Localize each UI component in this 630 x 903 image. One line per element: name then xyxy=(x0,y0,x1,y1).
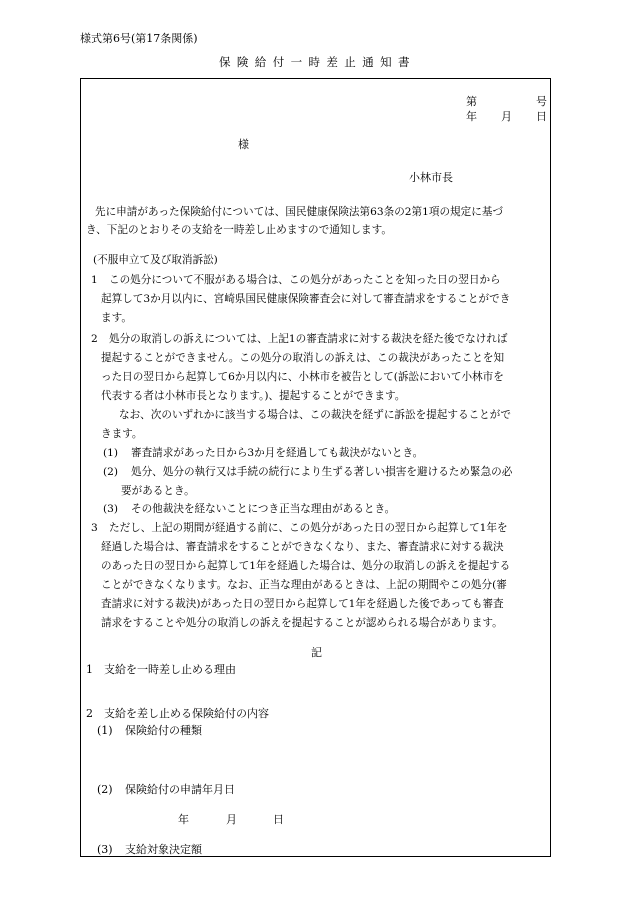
item2-line: 処分の取消しの訴えについては、上記1の審査請求に対する裁決を経た後でなければ xyxy=(109,333,508,345)
item2-line: なお、次のいずれかに該当する場合は、この裁決を経ずに訴訟を提起することがで xyxy=(119,409,511,421)
sub2-date-day: 日 xyxy=(273,813,284,826)
sub2-date-month: 月 xyxy=(226,813,237,826)
item3-line: 請求をすることや処分の取消しの訴えを提起することが認められる場合があります。 xyxy=(101,617,503,629)
item2-line: った日の翌日から起算して6か月以内に、小林市を被告として(訴訟において小林市を xyxy=(101,371,504,383)
form-label: 様式第6号(第17条関係) xyxy=(80,32,198,45)
item2-line: 代表する者は小林市長となります。)、提起することができます。 xyxy=(101,390,406,402)
section2-sub2-number: (2) xyxy=(97,783,113,796)
item3-line: 査請求に対する裁決)があった日の翌日から起算して1年を経過した後であっても審査 xyxy=(101,598,504,610)
sub3-line: その他裁決を経ないことにつき正当な理由があるとき。 xyxy=(131,503,396,515)
section2-sub1-label: 保険給付の種類 xyxy=(125,724,202,737)
section2-label: 支給を差し止める保険給付の内容 xyxy=(104,707,269,720)
appeal-heading: (不服申立て及び取消訴訟) xyxy=(93,254,218,266)
document-title: 保険給付一時差止通知書 xyxy=(219,55,416,69)
sub1-line: 審査請求があった日から3か月を経過しても裁決がないとき。 xyxy=(131,447,424,459)
item3-number: 3 xyxy=(91,522,98,534)
number-suffix: 号 xyxy=(536,95,547,108)
item3-line: ただし、上記の期間が経過する前に、この処分があった日の翌日から起算して1年を xyxy=(109,522,508,534)
section2-number: 2 xyxy=(86,707,93,720)
item3-line: のあった日の翌日から起算して1年を経過した場合は、処分の取消しの訴えを提起する xyxy=(101,560,511,572)
date-month: 月 xyxy=(501,110,512,123)
section1-number: 1 xyxy=(86,663,93,676)
section2-sub3-number: (3) xyxy=(97,843,113,856)
recipient-suffix: 様 xyxy=(238,138,249,151)
sub2-line: 要があるとき。 xyxy=(121,485,195,497)
item1-line: この処分について不服がある場合は、この処分があったことを知った日の翌日から xyxy=(109,274,501,286)
sub2-date-year: 年 xyxy=(178,813,189,826)
item1-number: 1 xyxy=(91,274,98,286)
intro-line-1: 先に申請があった保険給付については、国民健康保険法第63条の2第1項の規定に基づ xyxy=(95,206,504,218)
document-frame xyxy=(80,78,551,857)
section2-sub2-label: 保険給付の申請年月日 xyxy=(125,783,235,796)
date-year: 年 xyxy=(466,110,477,123)
intro-line-2: き、下記のとおりその支給を一時差し止めますので通知します。 xyxy=(86,224,392,236)
section1-label: 支給を一時差し止める理由 xyxy=(104,663,236,676)
sub3-number: (3) xyxy=(103,503,119,515)
issuer: 小林市長 xyxy=(409,171,453,184)
sub1-number: (1) xyxy=(103,447,119,459)
item1-line: ます。 xyxy=(101,312,132,324)
sub2-number: (2) xyxy=(103,466,119,478)
item3-line: 経過した場合は、審査請求をすることができなくなり、また、審査請求に対する裁決 xyxy=(101,541,504,553)
item2-line: きます。 xyxy=(101,428,143,440)
date-day: 日 xyxy=(536,110,547,123)
ki-heading: 記 xyxy=(311,646,322,659)
item3-line: ことができなくなります。なお、正当な理由があるときは、上記の期間やこの処分(審 xyxy=(101,579,507,591)
section2-sub3-label: 支給対象決定額 xyxy=(125,843,202,856)
item1-line: 起算して3か月以内に、宮崎県国民健康保険審査会に対して審査請求をすることができ xyxy=(101,293,511,305)
section2-sub1-number: (1) xyxy=(97,724,113,737)
number-prefix: 第 xyxy=(466,95,477,108)
item2-line: 提起することができません。この処分の取消しの訴えは、この裁決があったことを知 xyxy=(101,352,505,364)
sub2-line: 処分、処分の執行又は手続の続行により生ずる著しい損害を避けるため緊急の必 xyxy=(131,466,513,478)
item2-number: 2 xyxy=(91,333,98,345)
